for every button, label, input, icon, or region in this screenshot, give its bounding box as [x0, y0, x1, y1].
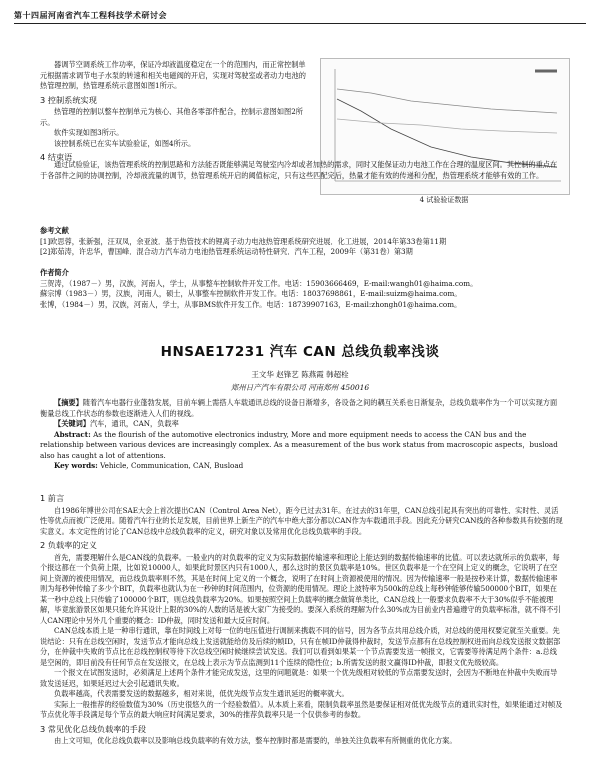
section-heading: 3 常见优化总线负载率的手段	[40, 723, 147, 734]
paragraph: 该控制系统已在实车试验验证，如图4所示。	[54, 138, 196, 148]
en-abstract-text: As the flourish of the automotive electronics industry, More and more equipment needs to access the CAN bus and the relationship between various devices are increasingly complex. As a measurement of the bus work status from macroscopic aspects，busload also has caught a lot of attentions.	[40, 429, 558, 460]
reference-item: [1]欧思蓉，张新强，汪双凤，余亚波．基于热管技术的锂离子动力电池热管理系统研究进展．化工进展，2014年第33卷第11期	[40, 236, 447, 246]
abstract-text: 随着汽车电器行业蓬勃发展，目前车辆上需搭人车载通讯总线的设备日渐增多，各设备之间的耦互关系也日渐复杂，总线负载率作为一个可以实现方面衡量总线工作状态的参数也逐渐进入人们的视线。	[40, 398, 558, 418]
reference-item: [2]郑茹涛，许忠华，曹国峰．混合动力汽车动力电池热管理系统运动特性研究．汽车工程，2009年（第31卷）第3期	[40, 247, 413, 256]
article-body	[40, 490, 564, 747]
figure-test-data	[320, 58, 568, 208]
references-heading: 参考文献	[40, 226, 69, 235]
figure-caption: 4 试验验证数据	[419, 196, 469, 204]
journal-header: 第十四届河南省汽车工程科技学术研讨会	[14, 10, 167, 20]
en-keywords-label: Key words:	[54, 461, 98, 470]
bio-item: 张博，（1984－）男，汉族，河南人，学士，从事BMS软件开发工作。电话：18739907163，E-mail:zhongh01@haima.com。	[40, 299, 462, 309]
section-heading: 1 前言	[40, 493, 65, 503]
paragraph: 负载率越高，代表需要发送的数据越多，相对来说，低优先级节点发生通讯延迟的概率就大。	[54, 689, 349, 698]
paragraph: CAN总线本质上是一种串行通讯，靠在时间线上对每一位的电压值进行调制来携载不同的信号，因为各节点共用总线介质，对总线的使用权要定就至关重要。先说结论：只有在总线空闲时，发送节点才能向总线上发送就能给仿及后续的帧ID，只有在帧ID仲裁得仲裁时，发送节点都有在总线控制权进而向总线发送报文数据部分，在仲裁中失败的节点比在总线控制权等待下次总线空闲时候继续尝试发送。我们可以看到如果某一个节点需要发送一帧报文，它需要等待满足两个条件：a.总线是空闲的，即目前没有任何节点在发送报文，在总线上表示为节点监测到11个连续的隐性位；b.所需发送的报文赢得ID仲裁，即报文优先级较高。	[40, 626, 561, 667]
article-authors: 王文华 赵锋艺 陈燕霞 韩超栓	[251, 370, 349, 379]
references	[40, 226, 564, 258]
article-affiliation: 郑州日产汽车有限公司 河南郑州 450016	[230, 383, 370, 392]
paragraph: 首先，需要理解什么是CAN线的负载率。一般业内的对负载率的定义为实际数据传输速率和理论上能达到的数据传输速率的比值。可以表达就所示的负载率，每个报这都在一个负荷上限，比如说10000人，如果此时景区内只有1000人，那么这时的景区负载率是10%。世区负载率是一个在空间上定义的概念，它说明了在空间上资源的被使用情况，而总线负载率则不然，其是在时间上定义的一个概念，说明了在时间上资源被使用的情况。因为传输速率一般是按秒来计算，数据传输速率则为每秒钟传输了多少个BIT，负载率也就认为在一秒钟的时间范围内，位资源的使用情况。理论上波特率为500k的总线上每秒钟能够传输500000个BIT，如果在某一秒中总线上只传输了100000个BIT，则总线负载率为20%。如果按照空间上负载率的概念做简单类比，CAN总线上一般要求负载率不大于30%似乎不能被理解，毕竟旅游景区如果只能允许其设计上限的30%的人数的话是被大家广为接受的。要深入系统的理解为什么30%成为目前业内普遍遵守的负载率标准，就不得不引人CAN理论中另外几个重要的概念：ID仲裁，同时发送和最大反应时间。	[40, 552, 561, 625]
left-column	[40, 60, 308, 165]
author-bios	[40, 268, 564, 310]
paragraph: 实际上一般推荐的经验数值为30%（历史很悠久的一个经验数值）。从本质上来看，限制负载率虽然是要保证相对低优先级节点的通讯实时性，如果能通过对帧及节点优化等手段满足每个节点的最大响应时间满足要求，30%的推荐负载率只是一个仅供参考的参数。	[40, 699, 563, 719]
en-abstract-label: Abstract:	[54, 429, 91, 439]
conclusion-block	[40, 160, 564, 181]
paragraph: 器调节空调系统工作功率，保证冷却液温度稳定在一个的范围内，而正常控制单元根据需求调节电子水泵的转速和相关电磁阀的开启，实现对驾驶室或者动力电池的热管理控制，热管理系统示意图如图1所示。	[40, 60, 306, 90]
bio-item: 蘇宗博（1983－）男，汉族，河南人，硕士，从事整车控制软件开发工作。电话：18037698861，E-mail:suizm@haima.com。	[40, 289, 462, 298]
paragraph: 软件实现如图3所示。	[54, 128, 124, 137]
paragraph: 热管理的控制以整车控制单元为核心、其他各零部件配合，控制示意图如图2所示。	[40, 107, 303, 127]
header-rule	[14, 23, 586, 24]
conclusion-paragraph: 通过试验验证，该热管理系统的控制思路和方法能否既能够满足驾驶室内冷却或者加热的需求，同时又能保证动力电池工作在合理的温度区间。其控制的重点在于各部件之间的协调控制，冷却液流量的调节，热管理系统开启的阈值标定，只有这些匹配完后，热量才能有效的传递和分配，热管理系统才能够有效的工作。	[40, 160, 558, 180]
section-heading: 3 控制系统实现	[40, 94, 97, 105]
bios-heading: 作者简介	[40, 268, 69, 277]
paragraph: 由上文可知，优化总线负载率以及影响总线负载率的有效方法，整车控制时都是需要的，单独关注负载率有所侧重的优化方案。	[54, 736, 457, 745]
paragraph: 一个报文在试图发送时，必须满足上述两个条件才能完成发送，这里的问题就是：如果一个优先级相对较低的节点需要发送时，会因为不断地在仲裁中失败而导致发送延迟，如果延迟过大会引起通讯失败。	[40, 668, 558, 688]
keywords-label: 【关键词】	[54, 419, 90, 428]
abstract-label: 【摘要】	[54, 398, 83, 407]
bio-item: 三贺涛，（1987－）男，汉族，河南人，学士，从事整车控制软件开发工作。电话：15903666469，E-mail:wangh01@haima.com。	[40, 278, 478, 288]
en-keywords-text: Vehicle, Communication, CAN, Busload	[100, 461, 244, 470]
keywords-text: 汽车，通讯，CAN，负载率	[89, 419, 179, 428]
abstract-block	[40, 398, 564, 472]
article-title: HNSAE17231 汽车 CAN 总线负载率浅谈	[160, 344, 440, 360]
paragraph: 自1986年博世公司在SAE大会上首次提出CAN（Control Area Net），距今已过去31年。在过去的31年里，CAN总线引起具有突出的可靠性、实时性、灵活性等优点而被广泛使用。随着汽车行业的长足发展，目前世界上新生产的汽车中绝大部分都以CAN作为车载通讯手段。因此充分研究CAN线的各种参数具有较强的现实意义。本文定性的讨论了CAN总线中总线负载率的定义，研究对象以及常用优化总线负载率的手段。	[40, 505, 563, 536]
section-heading: 4 结束语	[40, 152, 73, 162]
section-heading: 2 负载率的定义	[40, 540, 97, 550]
